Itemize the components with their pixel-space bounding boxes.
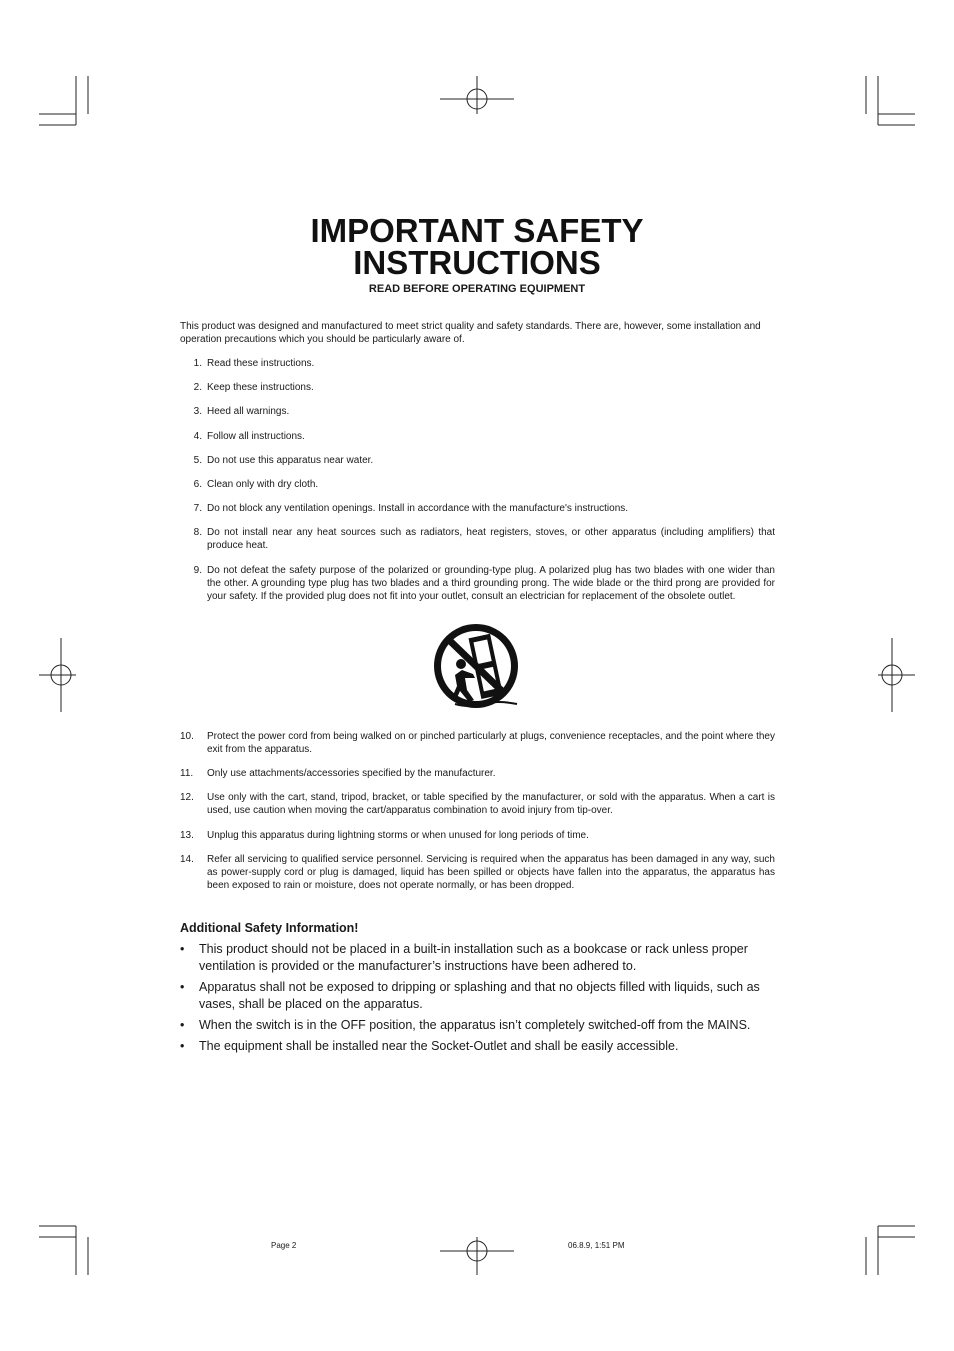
item-number: 12. — [180, 792, 194, 803]
item-text: Use only with the cart, stand, tripod, bracket, or table specified by the manufacturer, or sold with the apparatus. When a cart is used, use caution when moving the cart/apparatus combination to avoid injury from tip-over. — [207, 792, 775, 816]
crop-mark-icon — [866, 1226, 915, 1275]
bullet-icon: • — [180, 980, 185, 994]
item-number: 2. — [193, 382, 202, 393]
item-text: Unplug this apparatus during lightning storms or when unused for long periods of time. — [207, 830, 589, 841]
page-title: IMPORTANT SAFETY — [310, 212, 644, 249]
bullet-icon: • — [180, 942, 185, 956]
item-number: 6. — [193, 479, 202, 490]
crop-mark-icon — [39, 1226, 88, 1275]
item-text: Do not install near any heat sources such as radiators, heat registers, stoves, or other apparatus (including amplifiers) that produce heat. — [207, 527, 775, 551]
intro-paragraph: This product was designed and manufactured to meet strict quality and safety standards. There are, however, some installation and operation precautions which you should be particularly aware of. — [180, 321, 761, 345]
item-number: 7. — [193, 503, 202, 514]
cart-tip-over-warning-icon — [431, 622, 523, 712]
item-text: Refer all servicing to qualified service personnel. Servicing is required when the apparatus has been damaged in any way, such as power-supply cord or plug is damaged, liquid has been spilled or objects have fallen into the apparatus, the apparatus has been exposed to rain or moisture, does not operate normally, or has been dropped. — [207, 854, 775, 891]
item-number: 8. — [193, 527, 202, 538]
item-text: Read these instructions. — [207, 358, 315, 369]
bullet-text: Apparatus shall not be exposed to dripping or splashing and that no objects filled with liquids, such as vases, shall be placed on the apparatus. — [199, 980, 760, 1011]
bullet-icon: • — [180, 1018, 185, 1032]
item-text: Keep these instructions. — [207, 382, 314, 393]
item-text: Do not use this apparatus near water. — [207, 455, 374, 466]
item-number: 9. — [193, 565, 202, 576]
crop-mark-icon — [39, 76, 88, 125]
bullet-text: When the switch is in the OFF position, the apparatus isn’t completely switched-off from the MAINS. — [199, 1018, 751, 1032]
registration-mark-icon — [39, 638, 76, 712]
bullet-text: This product should not be placed in a built-in installation such as a bookcase or rack unless proper ventilation is provided or the manufacturer’s instructions have been adhered to. — [199, 942, 748, 973]
section-heading: Additional Safety Information! — [180, 921, 359, 935]
item-number: 11. — [180, 768, 194, 779]
item-number: 1. — [193, 358, 202, 369]
item-text: Do not block any ventilation openings. Install in accordance with the manufacture's instructions. — [207, 503, 629, 514]
item-text: Clean only with dry cloth. — [207, 479, 319, 490]
registration-mark-icon — [440, 76, 514, 114]
item-number: 13. — [180, 830, 194, 841]
item-number: 14. — [180, 854, 194, 865]
item-number: 5. — [193, 455, 202, 466]
page-subtitle: READ BEFORE OPERATING EQUIPMENT — [368, 283, 586, 295]
item-text: Heed all warnings. — [207, 406, 290, 417]
bullet-icon: • — [180, 1039, 185, 1053]
footer-page-number: Page 2 — [271, 1241, 297, 1250]
crop-mark-icon — [866, 76, 915, 125]
item-text: Only use attachments/accessories specified by the manufacturer. — [207, 768, 496, 779]
item-text: Do not defeat the safety purpose of the polarized or grounding-type plug. A polarized plug has two blades with one wider than the other. A grounding type plug has two blades and a third grounding prong. The wide blade or the third prong are provided for your safety. If the provided plug does not fit into your outlet, consult an electrician for replacement of the obsolete outlet. — [207, 565, 775, 602]
item-number: 10. — [180, 731, 194, 742]
bullet-text: The equipment shall be installed near the Socket-Outlet and shall be easily accessible. — [199, 1039, 679, 1053]
item-text: Protect the power cord from being walked on or pinched particularly at plugs, convenience receptacles, and the point where they exit from the apparatus. — [207, 731, 775, 755]
registration-mark-icon — [440, 1237, 514, 1275]
registration-mark-icon — [878, 638, 915, 712]
page-title-line2: INSTRUCTIONS — [353, 244, 601, 281]
footer-timestamp: 06.8.9, 1:51 PM — [568, 1241, 625, 1250]
item-number: 3. — [193, 406, 202, 417]
item-text: Follow all instructions. — [207, 431, 305, 442]
item-number: 4. — [193, 431, 202, 442]
